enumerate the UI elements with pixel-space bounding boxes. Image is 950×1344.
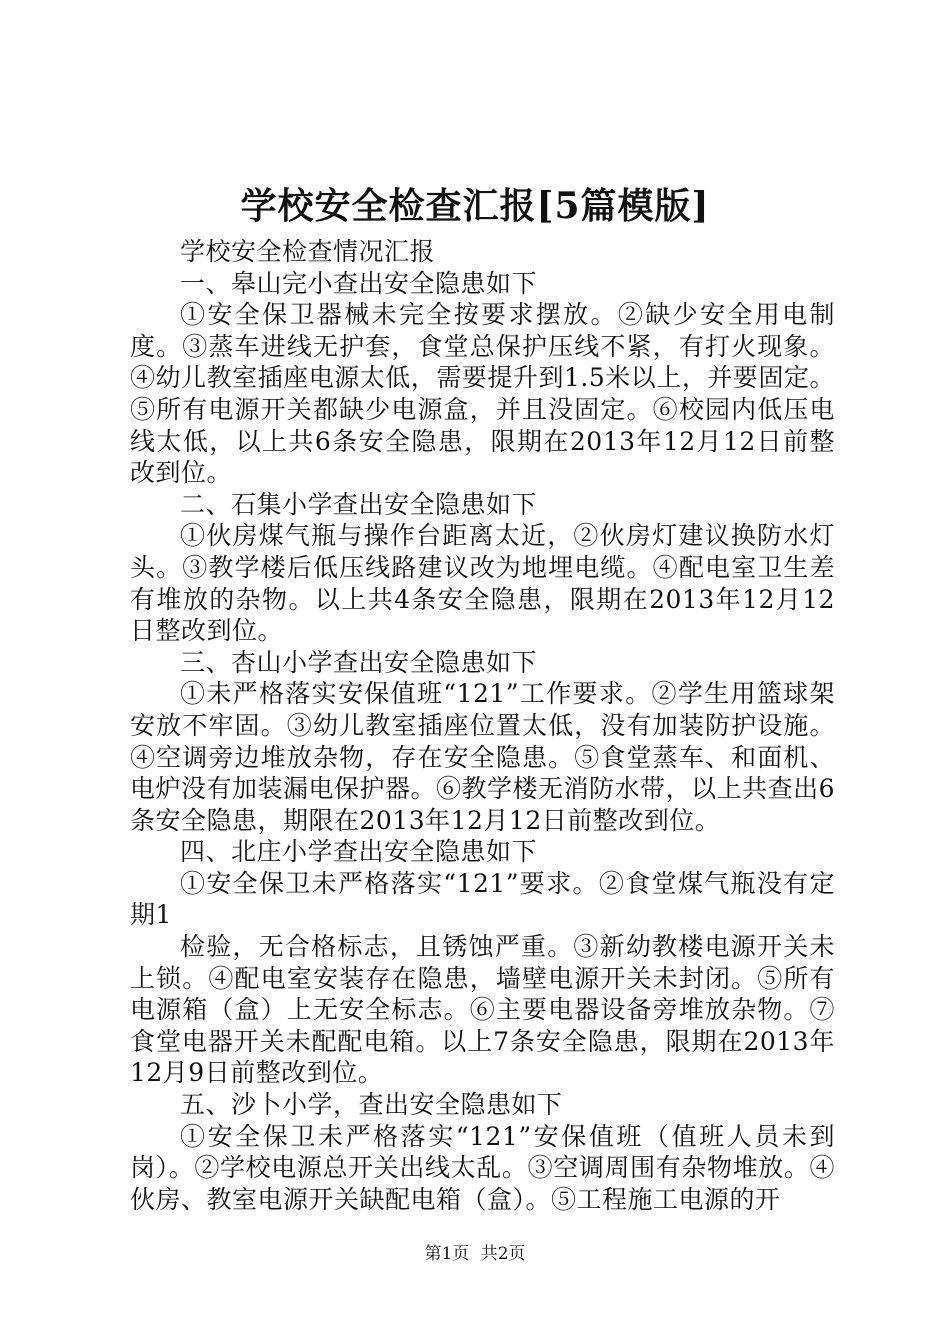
body-paragraph: 检验，无合格标志，且锈蚀严重。③新幼教楼电源开关未上锁。④配电室安装存在隐患，墙壁电源开关未封闭。⑤所有电源箱（盒）上无安全标志。⑥主要电器设备旁堆放杂物。⑦食堂电器开关未配配电箱。以上7条安全隐患，限期在2013年12月9日前整改到位。 [130, 932, 835, 1088]
body-paragraph: ①安全保卫器械未完全按要求摆放。②缺少安全用电制度。③蒸车进线无护套，食堂总保护压线不紧，有打火现象。④幼儿教室插座电源太低，需要提升到1.5米以上，并要固定。⑤所有电源开关都缺少电源盒，并且没固定。⑥校园内低压电线太低，以上共6条安全隐患，限期在2013年12月12日前整改到位。 [130, 300, 835, 488]
body-paragraph: ①安全保卫未严格落实“121”安保值班（值班人员未到岗）。②学校电源总开关出线太乱。③空调周围有杂物堆放。④伙房、教室电源开关缺配电箱（盒）。⑤工程施工电源的开 [130, 1121, 835, 1214]
body-paragraph: ①伙房煤气瓶与操作台距离太近，②伙房灯建议换防水灯头。③教学楼后低压线路建议改为地埋电缆。④配电室卫生差有堆放的杂物。以上共4条安全隐患，限期在2013年12月12日整改到位。 [130, 521, 835, 646]
page-footer [0, 1242, 950, 1266]
section-heading-2: 二、石集小学查出安全隐患如下 [180, 489, 538, 519]
page-number: 第1页 [424, 1244, 470, 1264]
section-heading-5: 五、沙卜小学，查出安全隐患如下 [180, 1090, 563, 1120]
body-paragraph: ①安全保卫未严格落实“121”要求。②食堂煤气瓶没有定期1 [130, 868, 835, 930]
document-body [130, 236, 835, 1215]
document-title: 学校安全检查汇报[5篇模版] [240, 185, 710, 227]
section-heading-4: 四、北庄小学查出安全隐患如下 [180, 837, 538, 867]
section-heading-1: 一、皋山完小查出安全隐患如下 [180, 268, 538, 298]
section-heading-3: 三、杏山小学查出安全隐患如下 [180, 647, 538, 677]
body-paragraph: ①未严格落实安保值班“121”工作要求。②学生用篮球架安放不牢固。③幼儿教室插座位置太低，没有加装防护设施。④空调旁边堆放杂物，存在安全隐患。⑤食堂蒸车、和面机、电炉没有加装漏电保护器。⑥教学楼无消防水带，以上共查出6条安全隐患，期限在2013年12月12日前整改到位。 [130, 679, 835, 835]
subtitle-paragraph: 学校安全检查情况汇报 [180, 237, 436, 266]
page-total: 共2页 [480, 1244, 526, 1264]
